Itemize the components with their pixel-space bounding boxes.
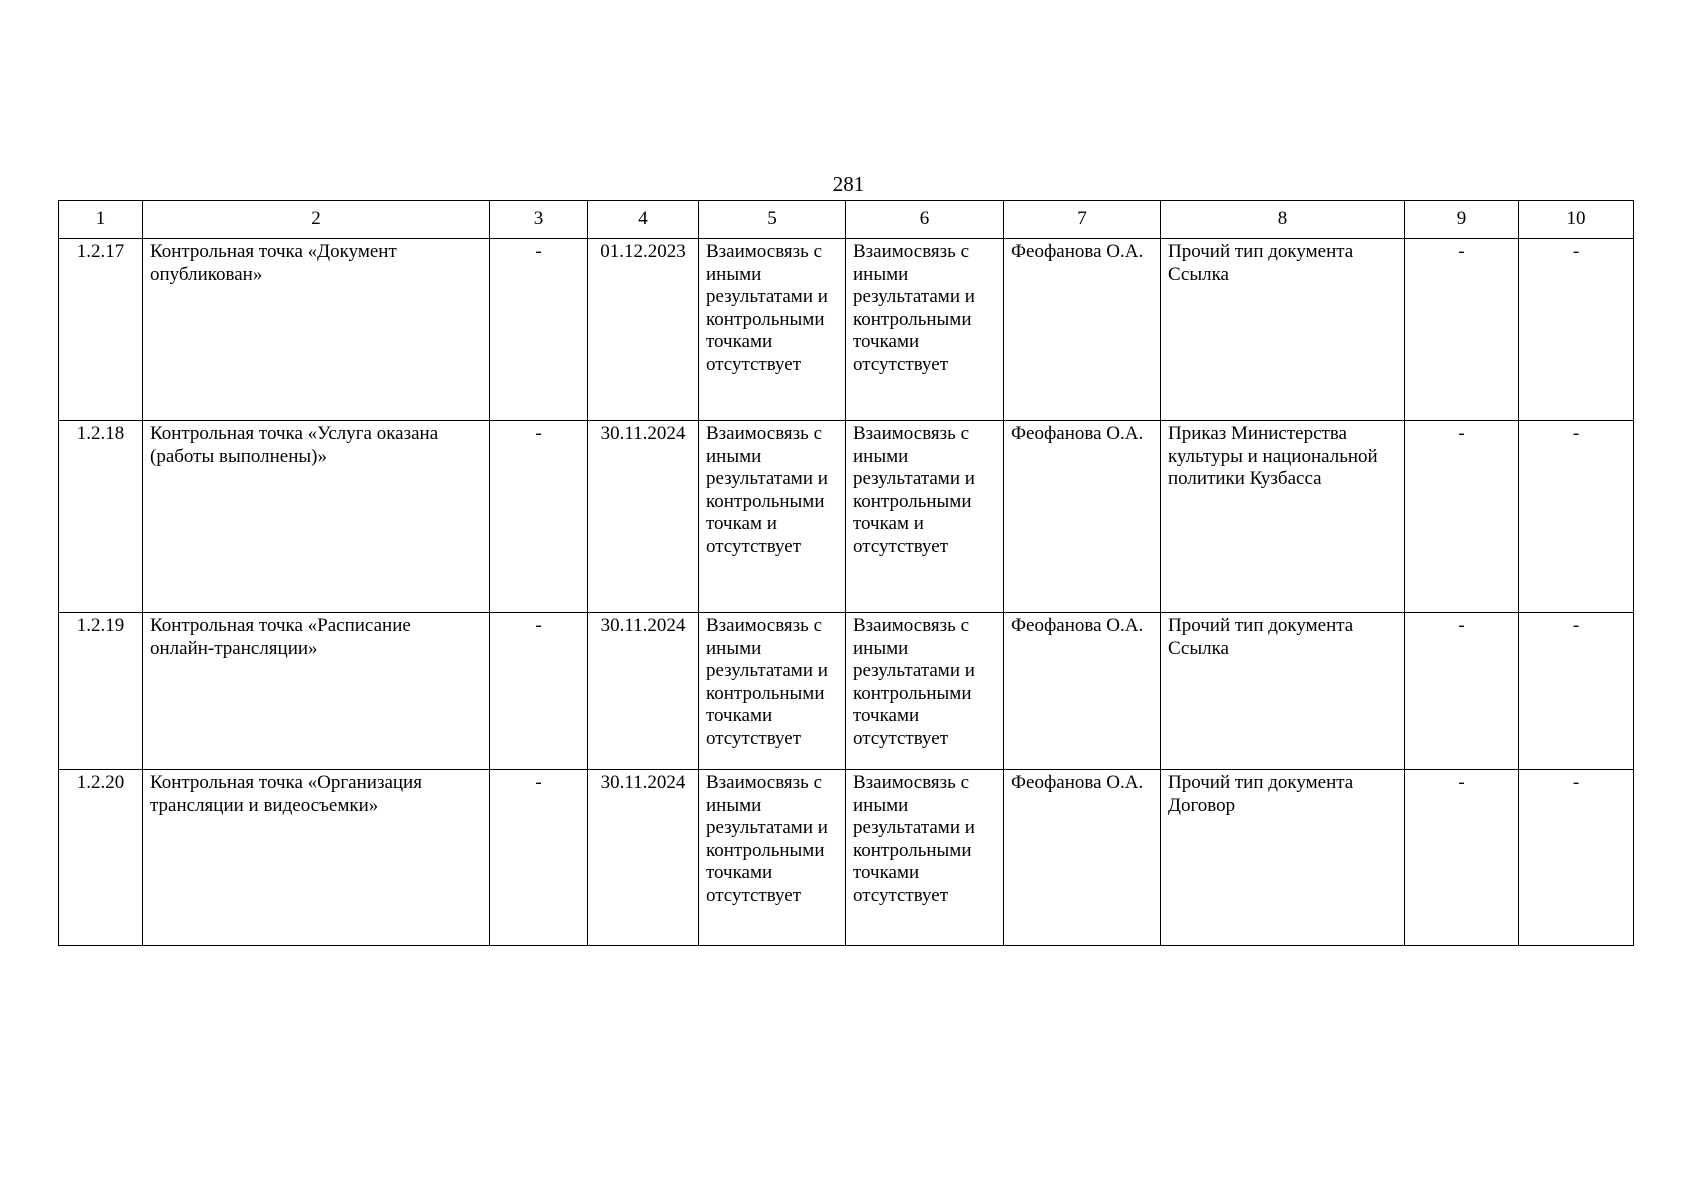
column-header-10: 10 — [1519, 201, 1634, 239]
relation-col5: Взаимосвязь с иными результатами и контрольными точкам и отсутствует — [699, 421, 846, 613]
cell-col10: - — [1519, 421, 1634, 613]
column-header-2: 2 — [143, 201, 490, 239]
cell-col10: - — [1519, 613, 1634, 770]
table-row — [59, 421, 1634, 613]
cell-col10: - — [1519, 770, 1634, 946]
relation-col5: Взаимосвязь с иными результатами и контрольными точками отсутствует — [699, 239, 846, 421]
row-number: 1.2.17 — [59, 239, 143, 421]
header-row — [59, 201, 1634, 239]
responsible-person: Феофанова О.А. — [1004, 421, 1161, 613]
table-row — [59, 613, 1634, 770]
due-date: 01.12.2023 — [588, 239, 699, 421]
document-type: Прочий тип документа Ссылка — [1161, 239, 1405, 421]
row-number: 1.2.18 — [59, 421, 143, 613]
relation-col6: Взаимосвязь с иными результатами и контрольными точками отсутствует — [846, 239, 1004, 421]
responsible-person: Феофанова О.А. — [1004, 613, 1161, 770]
due-date: 30.11.2024 — [588, 613, 699, 770]
row-number: 1.2.20 — [59, 770, 143, 946]
relation-col5: Взаимосвязь с иными результатами и контрольными точками отсутствует — [699, 770, 846, 946]
column-header-7: 7 — [1004, 201, 1161, 239]
control-points-table — [58, 200, 1634, 946]
cell-col9: - — [1405, 239, 1519, 421]
relation-col6: Взаимосвязь с иными результатами и контрольными точкам и отсутствует — [846, 421, 1004, 613]
control-point-name: Контрольная точка «Организация трансляции и видеосъемки» — [143, 770, 490, 946]
control-point-name: Контрольная точка «Документ опубликован» — [143, 239, 490, 421]
row-number: 1.2.19 — [59, 613, 143, 770]
column-header-6: 6 — [846, 201, 1004, 239]
cell-col3: - — [490, 239, 588, 421]
cell-col9: - — [1405, 613, 1519, 770]
cell-col9: - — [1405, 421, 1519, 613]
responsible-person: Феофанова О.А. — [1004, 239, 1161, 421]
relation-col6: Взаимосвязь с иными результатами и контрольными точками отсутствует — [846, 770, 1004, 946]
due-date: 30.11.2024 — [588, 770, 699, 946]
column-header-5: 5 — [699, 201, 846, 239]
column-header-9: 9 — [1405, 201, 1519, 239]
table-row — [59, 239, 1634, 421]
column-header-3: 3 — [490, 201, 588, 239]
cell-col10: - — [1519, 239, 1634, 421]
document-type: Прочий тип документа Ссылка — [1161, 613, 1405, 770]
column-header-8: 8 — [1161, 201, 1405, 239]
due-date: 30.11.2024 — [588, 421, 699, 613]
responsible-person: Феофанова О.А. — [1004, 770, 1161, 946]
cell-col3: - — [490, 421, 588, 613]
relation-col5: Взаимосвязь с иными результатами и контрольными точками отсутствует — [699, 613, 846, 770]
cell-col9: - — [1405, 770, 1519, 946]
relation-col6: Взаимосвязь с иными результатами и контрольными точками отсутствует — [846, 613, 1004, 770]
document-type: Прочий тип документа Договор — [1161, 770, 1405, 946]
table-row — [59, 770, 1634, 946]
cell-col3: - — [490, 613, 588, 770]
cell-col3: - — [490, 770, 588, 946]
control-point-name: Контрольная точка «Расписание онлайн-трансляции» — [143, 613, 490, 770]
column-header-1: 1 — [59, 201, 143, 239]
document-type: Приказ Министерства культуры и национальной политики Кузбасса — [1161, 421, 1405, 613]
page-number: 281 — [832, 172, 865, 196]
control-point-name: Контрольная точка «Услуга оказана (работы выполнены)» — [143, 421, 490, 613]
column-header-4: 4 — [588, 201, 699, 239]
